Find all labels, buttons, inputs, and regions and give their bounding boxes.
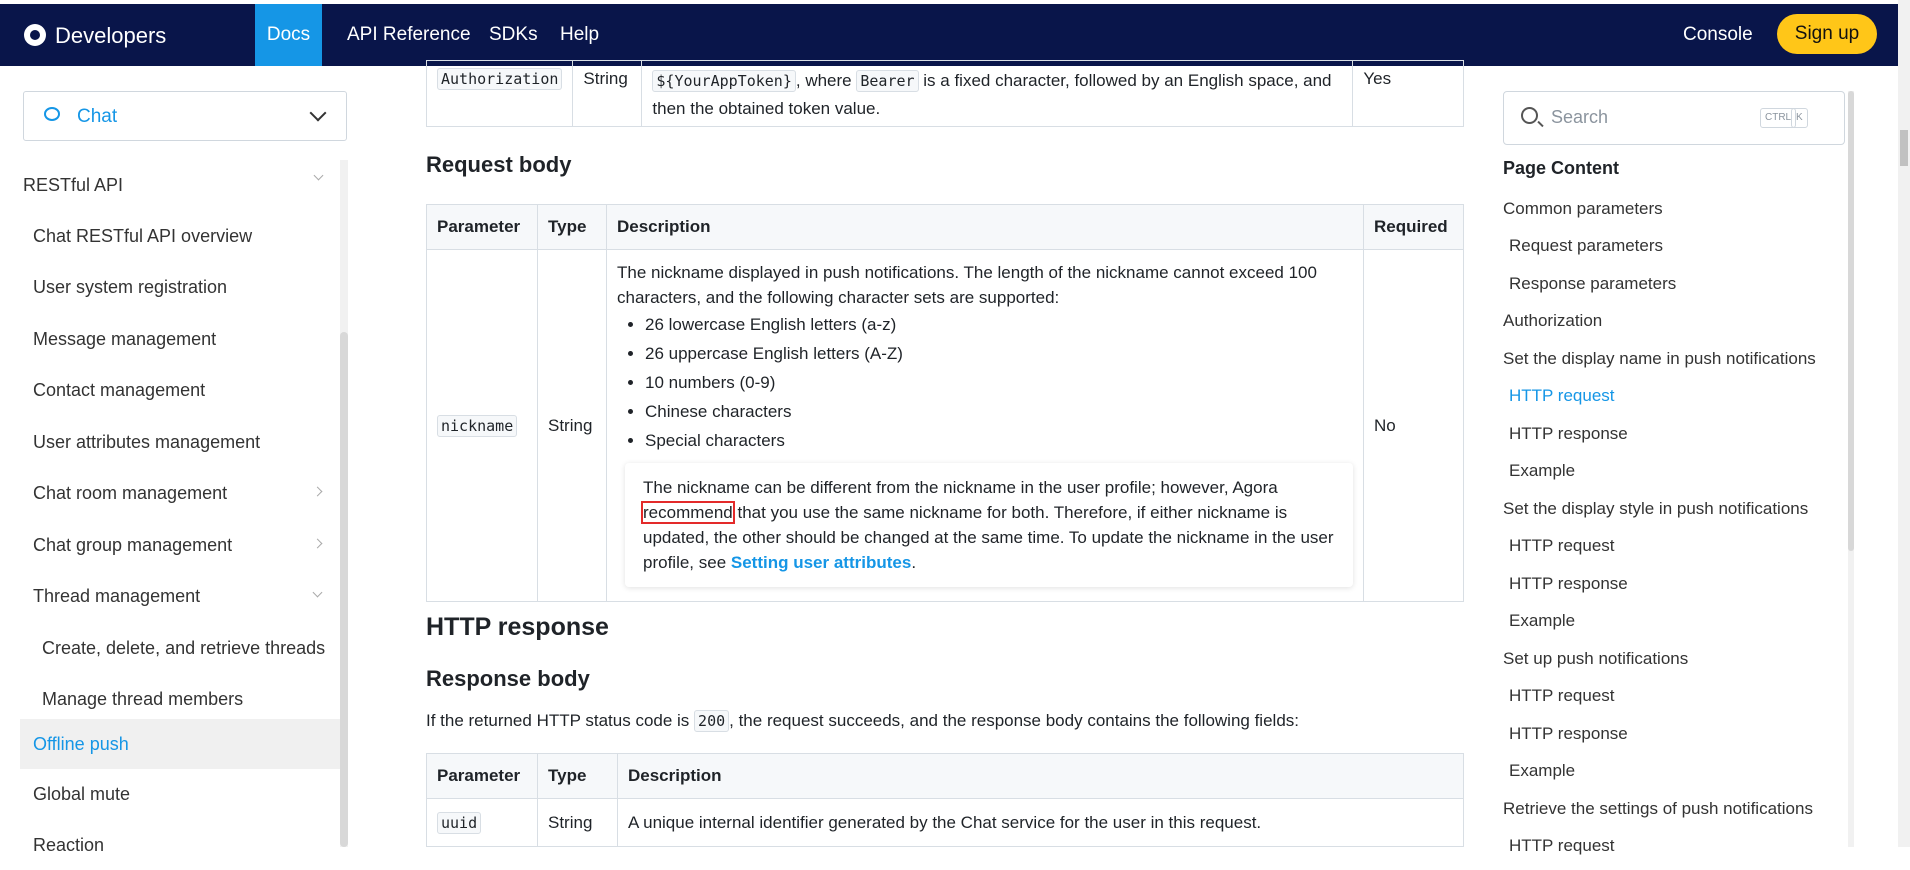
toc-scrollbar[interactable] — [1848, 91, 1854, 847]
kbd-ctrl: CTRL — [1760, 108, 1796, 128]
sidebar-item-chat-group[interactable]: Chat group management — [33, 535, 233, 555]
toc-item[interactable]: Example — [1509, 611, 1576, 630]
column-header: Description — [618, 754, 1464, 799]
param-cell — [427, 799, 538, 847]
desc-text: is a fixed character, followed by an English space, and then the obtained token value. — [652, 71, 1332, 118]
sidebar-item-message-management[interactable]: Message management — [33, 329, 217, 349]
toc-item[interactable]: Set the display style in push notifications — [1503, 499, 1809, 518]
list-item: • Chinese characters — [645, 397, 1353, 426]
agora-logo-icon[interactable] — [24, 24, 46, 46]
toc-scrollbar-thumb[interactable] — [1848, 91, 1854, 551]
nav-api-reference[interactable]: API Reference — [347, 24, 471, 45]
response-intro — [426, 711, 1299, 731]
toc-title: Page Content — [1503, 158, 1620, 178]
note-text: that you use the same nickname for both. Therefore, if either nickname is updated, the other should be changed at the same time. To update the nickname in the user profile, see — [643, 503, 1334, 572]
toc-item-active[interactable]: HTTP request — [1509, 386, 1615, 405]
note-callout — [625, 463, 1353, 587]
param-code: Authorization — [437, 68, 562, 90]
note-text: . — [911, 553, 917, 572]
search-box[interactable] — [1503, 91, 1845, 145]
list-item: • 26 uppercase English letters (A-Z) — [645, 339, 1353, 368]
intro-text: , the request succeeds, and the response body contains the following fields: — [729, 711, 1299, 730]
toc-item[interactable]: Example — [1509, 461, 1576, 480]
page-scrollbar-thumb[interactable] — [1900, 130, 1908, 166]
toc-item[interactable]: Set the display name in push notifications — [1503, 349, 1816, 368]
toc-item[interactable]: HTTP request — [1509, 836, 1615, 855]
description-cell — [607, 250, 1364, 602]
required-cell: Yes — [1353, 61, 1464, 127]
table-row — [427, 61, 1464, 127]
param-code: uuid — [437, 812, 481, 834]
sidebar-item-user-attributes[interactable]: User attributes management — [33, 432, 261, 452]
column-header: Required — [1364, 205, 1464, 250]
param-code: nickname — [437, 415, 517, 437]
param-cell — [427, 61, 573, 127]
chevron-down-icon — [313, 588, 323, 598]
brand-name[interactable]: Developers — [55, 23, 167, 48]
note-text: The nickname can be different from the nickname in the user profile; however, Agora — [643, 478, 1278, 497]
column-header: Type — [538, 205, 607, 250]
toc-item[interactable]: HTTP request — [1509, 686, 1615, 705]
sidebar-item-thread-management[interactable]: Thread management — [33, 586, 201, 606]
toc-item[interactable]: Set up push notifications — [1503, 649, 1689, 668]
nickname-description: The nickname displayed in push notifications. The length of the nickname cannot exceed 100 characters, and the following character sets are supported: — [617, 263, 1317, 307]
sidebar-item-contact-management[interactable]: Contact management — [33, 380, 206, 400]
chevron-down-icon — [314, 171, 324, 181]
sidebar-item-offline-push[interactable]: Offline push — [20, 719, 340, 769]
toc-item[interactable]: Authorization — [1503, 311, 1603, 330]
type-cell: String — [573, 61, 642, 127]
table-header-row — [427, 205, 1464, 250]
highlighted-word: recommend — [643, 503, 733, 522]
toc-item[interactable]: HTTP response — [1509, 574, 1628, 593]
search-icon — [1521, 107, 1538, 124]
sidebar-item-overview[interactable]: Chat RESTful API overview — [33, 226, 253, 246]
response-body-heading: Response body — [426, 666, 590, 691]
param-cell — [427, 250, 538, 602]
table-row — [427, 799, 1464, 847]
chat-icon — [44, 107, 60, 121]
column-header: Type — [538, 754, 618, 799]
list-item: • 10 numbers (0-9) — [645, 368, 1353, 397]
description-cell: A unique internal identifier generated by the Chat service for the user in this request. — [618, 799, 1464, 847]
nav-help[interactable]: Help — [560, 24, 600, 45]
sidebar-item-create-threads[interactable]: Create, delete, and retrieve threads — [42, 638, 326, 658]
page-scrollbar[interactable] — [1898, 0, 1910, 847]
toc-item[interactable]: Common parameters — [1503, 199, 1663, 218]
product-select-label: Chat — [77, 106, 118, 127]
required-cell: No — [1364, 250, 1464, 602]
toc-item[interactable]: HTTP response — [1509, 424, 1628, 443]
status-code: 200 — [694, 710, 729, 732]
nav-console[interactable]: Console — [1683, 24, 1753, 45]
chevron-right-icon — [313, 539, 323, 549]
sidebar-item-global-mute[interactable]: Global mute — [33, 784, 131, 804]
table-header-row — [427, 754, 1464, 799]
toc-item[interactable]: Request parameters — [1509, 236, 1664, 255]
sidebar-section-restful-api[interactable]: RESTful API — [23, 175, 124, 195]
column-header: Parameter — [427, 754, 538, 799]
toc-item[interactable]: Retrieve the settings of push notifications — [1503, 799, 1813, 818]
signup-button[interactable]: Sign up — [1777, 14, 1877, 54]
request-body-heading: Request body — [426, 152, 572, 177]
chevron-right-icon — [313, 487, 323, 497]
list-item: • 26 lowercase English letters (a-z) — [645, 310, 1353, 339]
desc-text: , where — [795, 71, 857, 90]
list-item: • Special characters — [645, 426, 1353, 455]
http-response-heading: HTTP response — [426, 613, 609, 641]
table-row — [427, 250, 1464, 602]
column-header: Description — [607, 205, 1364, 250]
intro-text: If the returned HTTP status code is — [426, 711, 695, 730]
sidebar-item-user-registration[interactable]: User system registration — [33, 277, 228, 297]
sidebar-scrollbar-thumb[interactable] — [340, 332, 348, 847]
nav-sdks[interactable]: SDKs — [489, 24, 538, 45]
sidebar-scrollbar[interactable] — [340, 160, 348, 847]
product-select[interactable] — [23, 91, 347, 141]
charset-list — [617, 310, 1353, 455]
toc-item[interactable]: Response parameters — [1509, 274, 1677, 293]
top-navbar — [0, 4, 1898, 66]
token-code: ${YourAppToken} — [652, 70, 795, 92]
request-body-table — [426, 204, 1464, 602]
toc-item[interactable]: Example — [1509, 761, 1576, 780]
toc-item[interactable]: HTTP response — [1509, 724, 1628, 743]
nav-docs[interactable]: Docs — [255, 4, 322, 66]
kbd-k: K — [1791, 108, 1808, 128]
toc-item[interactable]: HTTP request — [1509, 536, 1615, 555]
sidebar-item-thread-members[interactable]: Manage thread members — [42, 689, 244, 709]
column-header: Parameter — [427, 205, 538, 250]
sidebar-item-reaction[interactable]: Reaction — [33, 835, 105, 855]
setting-user-attributes-link[interactable]: Setting user attributes — [730, 553, 912, 572]
response-body-table — [426, 753, 1464, 847]
chevron-down-icon — [310, 105, 327, 122]
sidebar-item-chat-room[interactable]: Chat room management — [33, 483, 228, 503]
type-cell: String — [538, 250, 607, 602]
request-header-table — [426, 60, 1464, 127]
description-cell — [642, 61, 1353, 127]
search-input[interactable]: Search — [1551, 107, 1609, 127]
type-cell: String — [538, 799, 618, 847]
bearer-code: Bearer — [856, 70, 918, 92]
